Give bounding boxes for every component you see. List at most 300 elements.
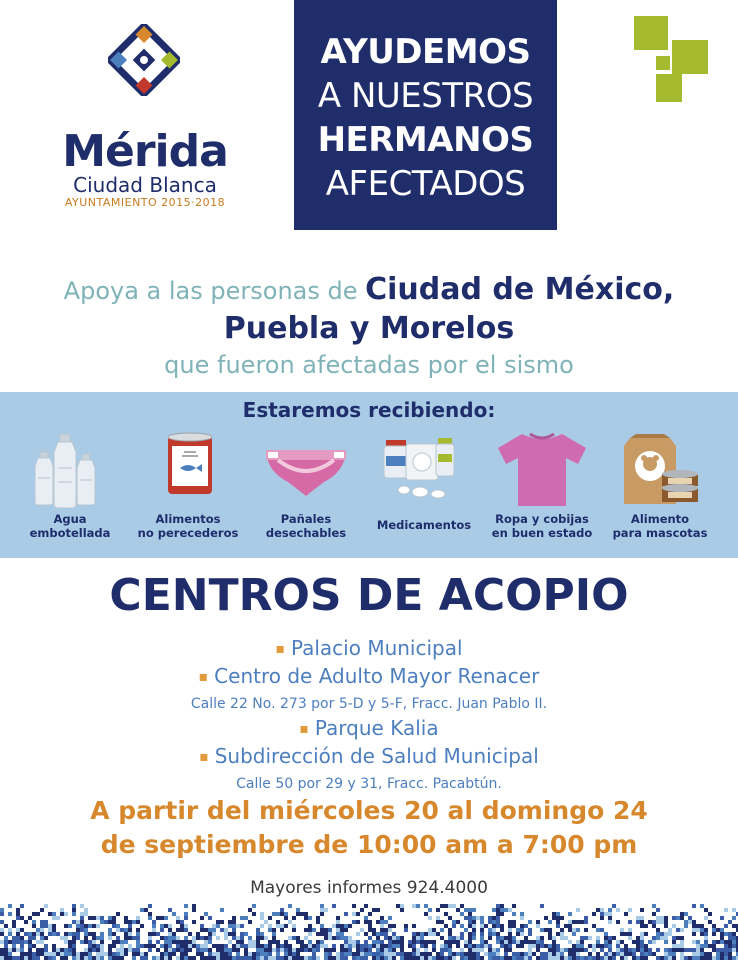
pixel: [276, 956, 280, 960]
pixel: [536, 956, 540, 960]
bullet: ▪: [198, 669, 209, 685]
pixel: [720, 928, 724, 932]
pixel: [568, 952, 572, 956]
pixel: [180, 940, 184, 944]
pixel: [472, 944, 476, 948]
pixel: [284, 916, 288, 920]
pixel: [196, 944, 200, 948]
pixel: [4, 940, 8, 944]
pixel: [488, 920, 492, 924]
pixel: [208, 928, 212, 932]
pixel: [136, 940, 140, 944]
pixel: [436, 908, 440, 912]
pixel: [492, 928, 496, 932]
pixel: [304, 916, 308, 920]
pixel: [248, 952, 252, 956]
pixel: [548, 936, 552, 940]
pixel: [604, 940, 608, 944]
pixel: [260, 952, 264, 956]
pixel: [272, 940, 276, 944]
pixel: [216, 948, 220, 952]
pixel: [408, 956, 412, 960]
pixel: [76, 956, 80, 960]
pixel: [20, 928, 24, 932]
pixel: [156, 948, 160, 952]
pixel: [200, 916, 204, 920]
pixel: [96, 952, 100, 956]
pixel: [72, 908, 76, 912]
pixel: [280, 956, 284, 960]
pixel: [472, 928, 476, 932]
pixel: [276, 920, 280, 924]
pixel: [48, 932, 52, 936]
pixel: [160, 944, 164, 948]
pixel: [196, 952, 200, 956]
pixel: [460, 956, 464, 960]
pixel: [256, 940, 260, 944]
pixel: [604, 932, 608, 936]
pixel: [44, 904, 48, 908]
pixel: [428, 956, 432, 960]
pixel: [360, 952, 364, 956]
pixel: [28, 944, 32, 948]
pixel: [644, 944, 648, 948]
pixel: [636, 916, 640, 920]
pixel: [52, 928, 56, 932]
pixel: [676, 936, 680, 940]
pixel: [588, 944, 592, 948]
pixel: [140, 952, 144, 956]
pixel: [640, 924, 644, 928]
pixel: [148, 940, 152, 944]
pixel: [476, 916, 480, 920]
pixel: [296, 952, 300, 956]
pixel: [332, 948, 336, 952]
pixel: [424, 948, 428, 952]
pixel: [656, 916, 660, 920]
pixel: [708, 952, 712, 956]
pixel: [388, 928, 392, 932]
pixel: [260, 912, 264, 916]
pixel: [280, 924, 284, 928]
pixel: [12, 940, 16, 944]
pixel: [384, 952, 388, 956]
pixel: [316, 916, 320, 920]
pixel: [108, 952, 112, 956]
pixel: [100, 952, 104, 956]
pixel: [80, 920, 84, 924]
pixel: [480, 916, 484, 920]
pixel: [88, 916, 92, 920]
headline-line-2: A NUESTROS: [317, 76, 534, 116]
pixel: [704, 956, 708, 960]
pixel: [704, 936, 708, 940]
pixel: [508, 908, 512, 912]
pixel: [204, 928, 208, 932]
pixel: [84, 928, 88, 932]
pixel: [488, 936, 492, 940]
pixel: [500, 944, 504, 948]
pixel: [420, 936, 424, 940]
pixel: [384, 956, 388, 960]
pixel: [28, 952, 32, 956]
pixel: [432, 940, 436, 944]
pixel: [172, 932, 176, 936]
pixel: [640, 932, 644, 936]
pixel: [624, 912, 628, 916]
pixel: [180, 944, 184, 948]
pixel: [92, 940, 96, 944]
pixel: [180, 920, 184, 924]
pixel: [424, 952, 428, 956]
pixel: [284, 952, 288, 956]
pixel: [372, 940, 376, 944]
pixel: [436, 916, 440, 920]
pixel: [304, 948, 308, 952]
pixel: [584, 936, 588, 940]
pixel: [692, 920, 696, 924]
pixel: [308, 940, 312, 944]
pixel: [280, 912, 284, 916]
pixel: [196, 932, 200, 936]
pixel: [240, 956, 244, 960]
pixel: [732, 908, 736, 912]
pixel: [608, 940, 612, 944]
pixel: [596, 956, 600, 960]
pixel: [12, 948, 16, 952]
pixel: [292, 928, 296, 932]
pixel: [620, 952, 624, 956]
pixel: [248, 936, 252, 940]
pixel: [8, 948, 12, 952]
pixel: [16, 936, 20, 940]
pixel: [168, 936, 172, 940]
pixel: [452, 904, 456, 908]
pixel: [656, 920, 660, 924]
pixel: [120, 940, 124, 944]
pixel: [268, 928, 272, 932]
pixel: [328, 948, 332, 952]
pixel: [388, 956, 392, 960]
pixel: [708, 944, 712, 948]
pixel: [72, 932, 76, 936]
pixel: [472, 932, 476, 936]
pixel: [672, 948, 676, 952]
pixel: [508, 944, 512, 948]
pixel: [344, 944, 348, 948]
pixel: [700, 952, 704, 956]
pixel: [284, 948, 288, 952]
pixel: [572, 928, 576, 932]
pixel: [228, 920, 232, 924]
pixel: [132, 956, 136, 960]
pixel: [96, 944, 100, 948]
pixel: [388, 924, 392, 928]
pixel: [116, 940, 120, 944]
pixel: [408, 940, 412, 944]
pixel: [392, 952, 396, 956]
pixel: [600, 912, 604, 916]
pixel: [548, 956, 552, 960]
pixel: [336, 916, 340, 920]
pixel: [164, 924, 168, 928]
pixel: [540, 940, 544, 944]
pixel: [388, 948, 392, 952]
pixel: [340, 924, 344, 928]
pixel: [424, 912, 428, 916]
pixel: [200, 924, 204, 928]
pixel: [680, 912, 684, 916]
pixel: [328, 928, 332, 932]
pixel: [12, 924, 16, 928]
pixel: [400, 956, 404, 960]
pixel: [468, 948, 472, 952]
pixel: [692, 924, 696, 928]
pixel: [668, 932, 672, 936]
pixel: [324, 948, 328, 952]
pixel: [640, 916, 644, 920]
pixel: [632, 940, 636, 944]
pixel: [440, 904, 444, 908]
pixel: [648, 948, 652, 952]
pixel: [168, 928, 172, 932]
pixel: [348, 936, 352, 940]
pixel: [724, 952, 728, 956]
pixel: [24, 940, 28, 944]
pixel: [480, 944, 484, 948]
pixel: [720, 956, 724, 960]
pixel: [256, 936, 260, 940]
pixel: [512, 924, 516, 928]
pixel: [368, 944, 372, 948]
pixel: [412, 904, 416, 908]
pixel: [196, 948, 200, 952]
pixel: [252, 912, 256, 916]
pixel: [428, 952, 432, 956]
pixel: [372, 956, 376, 960]
pixel: [428, 908, 432, 912]
pixel: [92, 932, 96, 936]
pixel: [124, 928, 128, 932]
pixel: [664, 948, 668, 952]
pixel: [412, 924, 416, 928]
pixel: [184, 948, 188, 952]
pixel: [328, 932, 332, 936]
pixel: [180, 928, 184, 932]
pixel: [392, 924, 396, 928]
pixel: [292, 956, 296, 960]
pixel: [556, 920, 560, 924]
pixel: [728, 944, 732, 948]
pixel: [320, 932, 324, 936]
pixel: [652, 940, 656, 944]
pixel: [640, 944, 644, 948]
pixel: [108, 956, 112, 960]
pixel: [656, 948, 660, 952]
pixel: [124, 940, 128, 944]
pixel: [664, 940, 668, 944]
pixel: [308, 916, 312, 920]
pixel: [416, 932, 420, 936]
pixel: [608, 936, 612, 940]
pixel: [12, 944, 16, 948]
pixel: [700, 904, 704, 908]
pixel: [80, 924, 84, 928]
pixel: [500, 956, 504, 960]
pixel: [152, 932, 156, 936]
pixel: [596, 944, 600, 948]
pixel: [564, 924, 568, 928]
pixel: [664, 952, 668, 956]
pixel: [160, 924, 164, 928]
pixel: [324, 936, 328, 940]
pixel: [576, 944, 580, 948]
pixel: [292, 936, 296, 940]
pixel: [180, 952, 184, 956]
pixel: [248, 944, 252, 948]
pixel: [640, 920, 644, 924]
pixel: [272, 932, 276, 936]
pixel: [496, 956, 500, 960]
pixel: [540, 936, 544, 940]
pixel: [496, 952, 500, 956]
bullet: ▪: [199, 749, 209, 765]
pixel: [572, 948, 576, 952]
pixel: [96, 956, 100, 960]
pixel: [404, 956, 408, 960]
pixel: [712, 948, 716, 952]
pixel: [176, 944, 180, 948]
pixel: [636, 940, 640, 944]
pixel: [484, 940, 488, 944]
pixel: [456, 908, 460, 912]
pixel: [376, 908, 380, 912]
pixel: [712, 932, 716, 936]
pixel: [16, 948, 20, 952]
pixel: [596, 952, 600, 956]
pixel: [464, 944, 468, 948]
pixel: [8, 912, 12, 916]
logo-period: AYUNTAMIENTO 2015·2018: [64, 196, 226, 209]
pixel: [4, 956, 8, 960]
pixel: [528, 956, 532, 960]
pixel: [236, 940, 240, 944]
pixel: [124, 932, 128, 936]
pixel: [356, 940, 360, 944]
pixel: [644, 952, 648, 956]
pixel: [8, 952, 12, 956]
pixel: [104, 920, 108, 924]
pixel: [312, 952, 316, 956]
pixel: [688, 916, 692, 920]
pixel: [508, 948, 512, 952]
pixel: [72, 912, 76, 916]
pixel: [244, 948, 248, 952]
receiving-title: Estaremos recibiendo:: [242, 398, 496, 422]
pixel: [636, 944, 640, 948]
pixel: [516, 932, 520, 936]
pixel: [636, 948, 640, 952]
pixel: [664, 932, 668, 936]
pixel: [40, 928, 44, 932]
pixel: [152, 956, 156, 960]
pixel: [24, 920, 28, 924]
pixel: [184, 912, 188, 916]
pixel: [236, 936, 240, 940]
pixel: [508, 932, 512, 936]
pixel: [440, 928, 444, 932]
pixel: [176, 920, 180, 924]
pixel: [320, 944, 324, 948]
pixel: [316, 940, 320, 944]
pixel: [268, 948, 272, 952]
pixel: [520, 916, 524, 920]
pixel: [32, 912, 36, 916]
pixel: [732, 940, 736, 944]
pixel: [152, 928, 156, 932]
pixel: [528, 932, 532, 936]
pixel: [88, 932, 92, 936]
pixel: [256, 944, 260, 948]
pixel: [192, 920, 196, 924]
pixel: [344, 936, 348, 940]
pixel: [380, 920, 384, 924]
pixel: [608, 912, 612, 916]
pixel: [508, 924, 512, 928]
pixel: [116, 952, 120, 956]
pixel: [152, 944, 156, 948]
pixel: [124, 916, 128, 920]
pixel: [304, 928, 308, 932]
pixel: [244, 944, 248, 948]
pixel: [228, 952, 232, 956]
pixel: [284, 924, 288, 928]
pixel: [616, 948, 620, 952]
pixel: [256, 948, 260, 952]
centros-title: CENTROS DE ACOPIO: [109, 570, 629, 621]
pixel: [684, 920, 688, 924]
pixel: [504, 936, 508, 940]
pixel: [168, 952, 172, 956]
pixel: [0, 908, 4, 912]
pixel: [448, 940, 452, 944]
pixel: [724, 924, 728, 928]
pixel: [112, 940, 116, 944]
pixel: [100, 940, 104, 944]
pixel: [696, 948, 700, 952]
pixel: [624, 944, 628, 948]
pixel: [60, 948, 64, 952]
pixel: [200, 956, 204, 960]
pixel: [536, 924, 540, 928]
pixel: [608, 952, 612, 956]
pixel: [184, 928, 188, 932]
pixel: [724, 940, 728, 944]
pixel: [220, 944, 224, 948]
pixel: [232, 916, 236, 920]
pixel: [44, 924, 48, 928]
pixel: [12, 936, 16, 940]
pixel: [384, 936, 388, 940]
pixel: [336, 932, 340, 936]
pixel: [604, 956, 608, 960]
pixel: [388, 936, 392, 940]
pixel: [524, 940, 528, 944]
pixel: [84, 912, 88, 916]
pixel: [580, 948, 584, 952]
pixel: [16, 912, 20, 916]
pixel: [456, 952, 460, 956]
